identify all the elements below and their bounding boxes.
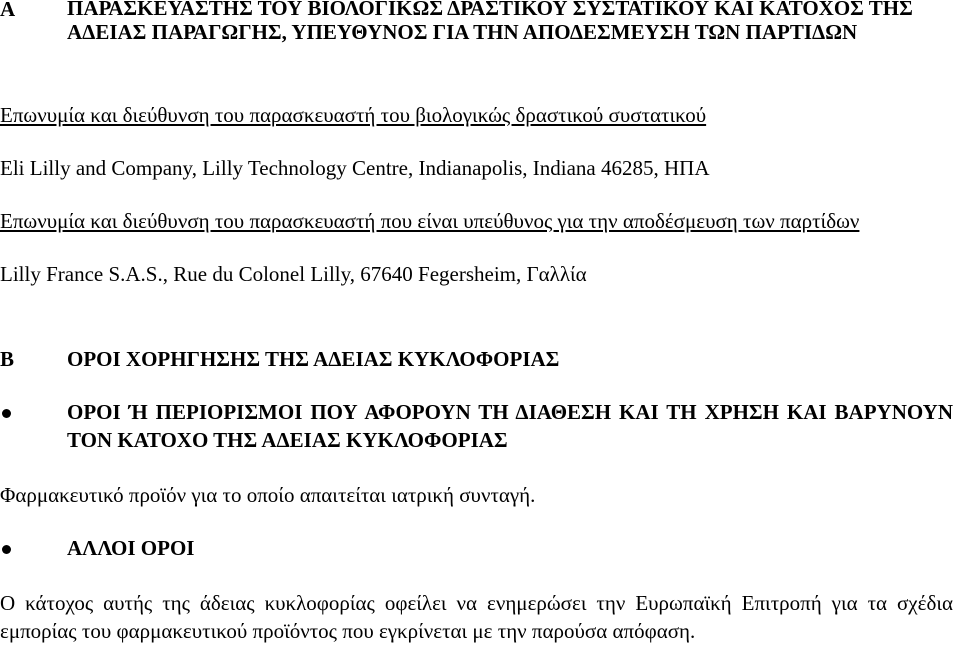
section-a-marker: A: [0, 0, 16, 21]
manufacturer-label: Επωνυμία και διεύθυνση του παρασκευαστή του βιολογικώς δραστικού συστατικού: [0, 103, 707, 127]
other-conditions-heading: ΑΛΛΟΙ ΟΡΟΙ: [67, 536, 195, 560]
prescription-text: Φαρμακευτικό προϊόν για το οποίο απαιτείται ιατρική συνταγή.: [0, 483, 536, 507]
batch-release-address: Lilly France S.A.S., Rue du Colonel Lilly, 67640 Fegersheim, Γαλλία: [0, 262, 587, 286]
section-a-heading: ΠΑΡΑΣΚΕΥΑΣΤΗΣ ΤΟΥ ΒΙΟΛΟΓΙΚΩΣ ΔΡΑΣΤΙΚΟΥ ΣΥΣΤΑΤΙΚΟΥ ΚΑΙ ΚΑΤΟΧΟΣ ΤΗΣ ΑΔΕΙΑΣ ΠΑΡΑΓΩΓΗΣ, ΥΠΕΥΘΥΝΟΣ ΓΙΑ ΤΗΝ ΑΠΟΔΕΣΜΕΥΣΗ ΤΩΝ ΠΑΡΤΙΔΩΝ: [67, 0, 913, 44]
batch-release-label: Επωνυμία και διεύθυνση του παρασκευαστή που είναι υπεύθυνος για την αποδέσμευση των παρτίδων: [0, 209, 860, 233]
conditions-heading: ΟΡΟΙ Ή ΠΕΡΙΟΡΙΣΜΟΙ ΠΟΥ ΑΦΟΡΟΥΝ ΤΗ ΔΙΑΘΕΣΗ ΚΑΙ ΤΗ ΧΡΗΣΗ ΚΑΙ ΒΑΡΥΝΟΥΝ ΤΟΝ ΚΑΤΟΧΟ ΤΗΣ ΑΔΕΙΑΣ ΚΥΚΛΟΦΟΡΙΑΣ: [67, 400, 953, 452]
manufacturer-address: Eli Lilly and Company, Lilly Technology Centre, Indianapolis, Indiana 46285, ΗΠΑ: [0, 156, 710, 180]
bullet-icon: [2, 409, 11, 418]
section-b-marker: B: [0, 347, 15, 371]
bullet-icon: [2, 545, 11, 554]
marketing-plans-text: Ο κάτοχος αυτής της άδειας κυκλοφορίας οφείλει να ενημερώσει την Ευρωπαϊκή Επιτροπή για τα σχέδια εμπορίας του φαρμακευτικού προϊόντος που εγκρίνεται με την παρούσα απόφαση.: [0, 591, 953, 643]
section-b-heading: ΟΡΟΙ ΧΟΡΗΓΗΣΗΣ ΤΗΣ ΑΔΕΙΑΣ ΚΥΚΛΟΦΟΡΙΑΣ: [67, 347, 560, 371]
